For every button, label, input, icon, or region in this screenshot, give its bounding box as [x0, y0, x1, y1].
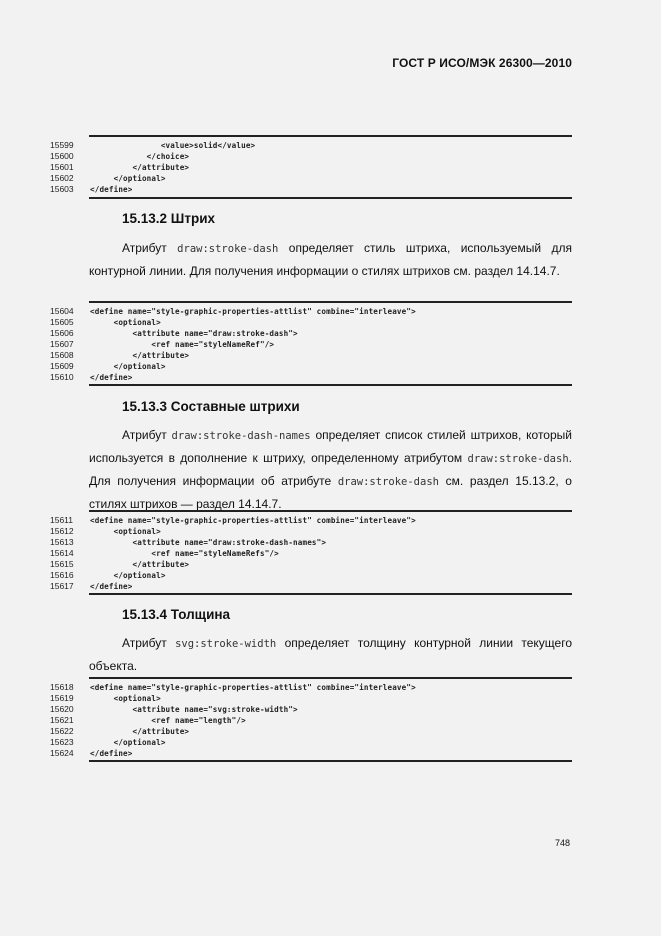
- line-code: <define name="style-graphic-properties-attlist" combine="interleave">: [90, 307, 416, 316]
- code-line: [0, 173, 661, 184]
- code-top-rule: [89, 677, 572, 679]
- code-line: [0, 184, 661, 195]
- line-number: 15622: [50, 726, 74, 736]
- code-line: [0, 726, 661, 737]
- code-top-rule: [89, 135, 572, 137]
- line-number: 15602: [50, 173, 74, 183]
- line-number: 15624: [50, 748, 74, 758]
- line-number: 15618: [50, 682, 74, 692]
- line-code: <define name="style-graphic-properties-attlist" combine="interleave">: [90, 683, 416, 692]
- line-code: <ref name="styleNameRef"/>: [90, 340, 275, 349]
- line-code: </attribute>: [90, 163, 190, 172]
- line-number: 15619: [50, 693, 74, 703]
- code-line: [0, 361, 661, 372]
- line-code: <ref name="length"/>: [90, 716, 246, 725]
- line-code: <optional>: [90, 318, 161, 327]
- code-line: [0, 328, 661, 339]
- code-top-rule: [89, 301, 572, 303]
- line-code: <optional>: [90, 527, 161, 536]
- code-line: [0, 693, 661, 704]
- line-number: 15607: [50, 339, 74, 349]
- code-line: [0, 151, 661, 162]
- code-line: [0, 682, 661, 693]
- code-term: draw:stroke-dash: [177, 243, 279, 255]
- section-title: 15.13.3 Составные штрихи: [122, 399, 300, 414]
- para-text: определяет толщину контурной линии текущего объекта.: [89, 636, 572, 673]
- line-number: 15599: [50, 140, 74, 150]
- line-code: <define name="style-graphic-properties-attlist" combine="interleave">: [90, 516, 416, 525]
- line-number: 15617: [50, 581, 74, 591]
- line-number: 15613: [50, 537, 74, 547]
- code-line: [0, 748, 661, 759]
- section-title: 15.13.2 Штрих: [122, 211, 216, 226]
- page-number: 748: [554, 838, 570, 848]
- line-number: 15603: [50, 184, 74, 194]
- code-line: [0, 537, 661, 548]
- code-line: [0, 140, 661, 151]
- line-code: <attribute name="svg:stroke-width">: [90, 705, 298, 714]
- code-line: [0, 339, 661, 350]
- line-code: <value>solid</value>: [90, 141, 256, 150]
- para-text: Атрибут: [122, 428, 172, 442]
- code-bottom-rule: [89, 384, 572, 386]
- line-number: 15616: [50, 570, 74, 580]
- code-line: [0, 515, 661, 526]
- line-number: 15612: [50, 526, 74, 536]
- code-bottom-rule: [89, 197, 572, 199]
- code-line: [0, 570, 661, 581]
- line-number: 15621: [50, 715, 74, 725]
- line-code: </optional>: [90, 174, 166, 183]
- code-line: [0, 548, 661, 559]
- standard-header: ГОСТ Р ИСО/МЭК 26300—2010: [392, 56, 572, 70]
- code-line: [0, 704, 661, 715]
- section-title: 15.13.4 Толщина: [122, 607, 231, 622]
- line-number: 15611: [50, 515, 74, 525]
- line-number: 15605: [50, 317, 74, 327]
- line-code: </optional>: [90, 362, 166, 371]
- section-paragraph: [89, 237, 572, 282]
- line-number: 15604: [50, 306, 74, 316]
- para-text: определяет список стилей штрихов, который используется в дополнение к штриху, определенному атрибутом: [89, 428, 572, 465]
- code-line: [0, 317, 661, 328]
- code-bottom-rule: [89, 760, 572, 762]
- line-code: </define>: [90, 185, 133, 194]
- line-number: 15615: [50, 559, 74, 569]
- code-line: [0, 372, 661, 383]
- line-code: </define>: [90, 582, 133, 591]
- line-code: <attribute name="draw:stroke-dash-names">: [90, 538, 327, 547]
- line-code: </define>: [90, 749, 133, 758]
- code-line: [0, 715, 661, 726]
- line-code: </optional>: [90, 738, 166, 747]
- para-text: . Для получения информации об атрибуте: [89, 451, 572, 488]
- code-term: draw:stroke-dash: [337, 476, 439, 488]
- line-number: 15606: [50, 328, 74, 338]
- code-term: draw:stroke-dash-names: [171, 430, 311, 442]
- line-code: </optional>: [90, 571, 166, 580]
- para-text: см. раздел 15.13.2, о стилях штрихов — раздел 14.14.7.: [89, 474, 572, 511]
- line-number: 15610: [50, 372, 74, 382]
- line-code: </define>: [90, 373, 133, 382]
- code-bottom-rule: [89, 593, 572, 595]
- code-term: svg:stroke-width: [175, 638, 277, 650]
- code-line: [0, 526, 661, 537]
- para-text: Атрибут: [122, 241, 178, 255]
- code-line: [0, 350, 661, 361]
- line-code: <attribute name="draw:stroke-dash">: [90, 329, 298, 338]
- code-top-rule: [89, 510, 572, 512]
- code-line: [0, 737, 661, 748]
- line-code: <ref name="styleNameRefs"/>: [90, 549, 279, 558]
- section-paragraph: [89, 632, 572, 677]
- line-number: 15600: [50, 151, 74, 161]
- line-number: 15614: [50, 548, 74, 558]
- code-line: [0, 162, 661, 173]
- code-term: draw:stroke-dash: [467, 453, 569, 465]
- line-number: 15609: [50, 361, 74, 371]
- line-number: 15620: [50, 704, 74, 714]
- line-code: </attribute>: [90, 560, 190, 569]
- line-code: </choice>: [90, 152, 190, 161]
- line-code: <optional>: [90, 694, 161, 703]
- para-text: определяет стиль штриха, используемый для контурной линии. Для получения информации о стилях штрихов см. раздел 14.14.7.: [89, 241, 573, 278]
- para-text: Атрибут: [122, 636, 176, 650]
- section-paragraph: [89, 424, 572, 515]
- line-number: 15601: [50, 162, 74, 172]
- code-line: [0, 306, 661, 317]
- line-number: 15608: [50, 350, 74, 360]
- code-line: [0, 559, 661, 570]
- line-number: 15623: [50, 737, 74, 747]
- line-code: </attribute>: [90, 351, 190, 360]
- line-code: </attribute>: [90, 727, 190, 736]
- code-line: [0, 581, 661, 592]
